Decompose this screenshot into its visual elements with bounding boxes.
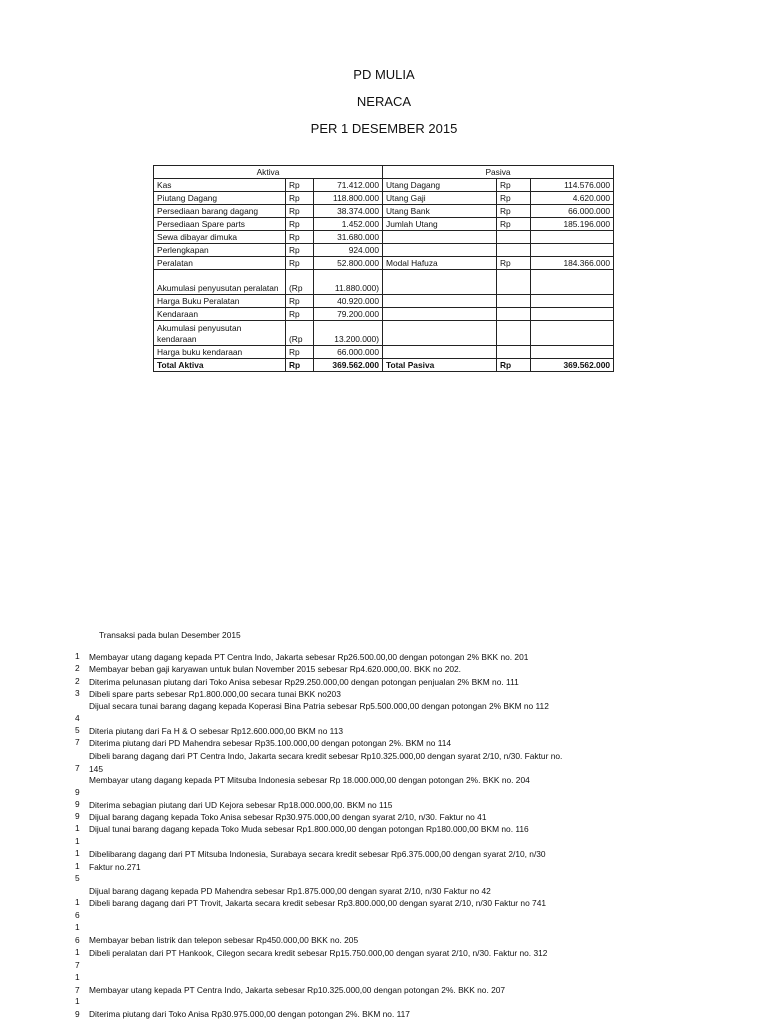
pasiva-account: Utang Bank (383, 205, 497, 218)
pasiva-amount (531, 270, 614, 295)
day-digit: 1 (75, 835, 80, 846)
transaction-day-number (75, 972, 85, 997)
transaction-description: Dijual barang dagang kepada PD Mahendra sebesar Rp1.875.000,00 dengan syarat 2/10, n/30 Faktur no 42 (89, 886, 491, 896)
aktiva-currency: Rp (286, 295, 314, 308)
day-digit: 2 (75, 663, 80, 673)
pasiva-amount (531, 346, 614, 359)
transaction-description: Membayar utang kepada PT Centra Indo, Jakarta sebesar Rp10.325.000,00 dengan potongan 2%. BKK no. 207 (89, 985, 506, 995)
pasiva-account (383, 244, 497, 257)
pasiva-amount (531, 244, 614, 257)
balance-row (154, 179, 614, 192)
aktiva-account: Harga buku kendaraan (154, 346, 286, 359)
aktiva-account: Persediaan Spare parts (154, 218, 286, 231)
balance-row (154, 308, 614, 321)
aktiva-currency: Rp (286, 231, 314, 244)
aktiva-account: Total Aktiva (154, 359, 286, 372)
pasiva-currency (497, 231, 531, 244)
pasiva-amount (531, 308, 614, 321)
day-digit: 4 (75, 712, 80, 723)
transaction-description: Dijual barang dagang kepada Toko Anisa sebesar Rp30.975.000,00 dengan syarat 2/10, n/30. Faktur no 41 (89, 812, 487, 822)
balance-row (154, 270, 614, 295)
company-name: PD MULIA (353, 67, 415, 82)
aktiva-header: Aktiva (154, 166, 383, 179)
aktiva-amount: 924.000 (314, 244, 383, 257)
pasiva-account: Utang Gaji (383, 192, 497, 205)
aktiva-amount: 79.200.000 (314, 308, 383, 321)
transaction-description: Dibeli peralatan dari PT Hankook, Cilegon secara kredit sebesar Rp15.750.000,00 dengan syarat 2/10, n/30. Faktur no. 312 (89, 948, 548, 958)
aktiva-account: Kas (154, 179, 286, 192)
balance-row (154, 346, 614, 359)
day-digit (75, 700, 85, 713)
pasiva-amount (531, 321, 614, 346)
balance-row (154, 231, 614, 244)
pasiva-amount: 185.196.000 (531, 218, 614, 231)
transaction-description: Dijual tunai barang dagang kepada Toko Muda sebesar Rp1.800.000,00 dengan potongan Rp180.000,00 BKM no. 116 (89, 824, 529, 834)
pasiva-currency (497, 295, 531, 308)
balance-sheet-table (153, 165, 614, 372)
aktiva-account: Akumulasi penyusutan peralatan (154, 270, 286, 295)
pasiva-currency: Rp (497, 205, 531, 218)
pasiva-currency: Rp (497, 257, 531, 270)
transaction-description: Membayar utang dagang kepada PT Centra Indo, Jakarta sebesar Rp26.500.00,00 dengan potongan 2% BKK no. 201 (89, 652, 529, 662)
pasiva-amount: 4.620.000 (531, 192, 614, 205)
day-digit: 9 (75, 799, 80, 809)
pasiva-account: Jumlah Utang (383, 218, 497, 231)
day-digit: 6 (75, 934, 80, 945)
transaction-description: Dijual secara tunai barang dagang kepada Koperasi Bina Patria sebesar Rp5.500.000,00 dengan potongan 2% BKM no 112 (89, 701, 549, 711)
day-digit: 9 (75, 786, 80, 797)
aktiva-account: Peralatan (154, 257, 286, 270)
balance-header-row (154, 166, 614, 179)
aktiva-account: Akumulasi penyusutan kendaraan (154, 321, 286, 346)
aktiva-currency: (Rp (286, 270, 314, 295)
transaction-day-number (75, 725, 85, 738)
transaction-description: Dibeli barang dagang dari PT Centra Indo, Jakarta secara kredit sebesar Rp10.325.000,00 dengan syarat 2/10, n/30. Faktur no. 145 (89, 751, 563, 774)
day-digit: 1 (75, 947, 80, 957)
aktiva-currency: Rp (286, 346, 314, 359)
aktiva-account: Harga Buku Peralatan (154, 295, 286, 308)
day-digit: 1 (75, 972, 80, 982)
day-digit: 1 (75, 651, 80, 661)
transaction-description: Dibeli barang dagang dari PT Trovit, Jakarta secara kredit sebesar Rp3.800.000,00 dengan syarat 2/10, n/30 Faktur no 741 (89, 898, 547, 908)
day-digit: 7 (75, 737, 80, 747)
pasiva-account: Total Pasiva (383, 359, 497, 372)
transaction-day-number (75, 663, 85, 676)
aktiva-account: Kendaraan (154, 308, 286, 321)
pasiva-amount (531, 231, 614, 244)
day-digit: 9 (75, 1008, 80, 1019)
aktiva-currency: Rp (286, 359, 314, 372)
aktiva-account: Perlengkapan (154, 244, 286, 257)
aktiva-amount: 31.680.000 (314, 231, 383, 244)
pasiva-currency: Rp (497, 359, 531, 372)
balance-total-row (154, 359, 614, 372)
transaction-day-number (75, 750, 85, 775)
aktiva-amount: 369.562.000 (314, 359, 383, 372)
transaction-description: Diteria piutang dari Fa H & O sebesar Rp12.600.000,00 BKM no 113 (89, 726, 344, 736)
transaction-day-number (75, 700, 85, 725)
report-title: NERACA (356, 94, 412, 109)
balance-row (154, 321, 614, 346)
balance-row (154, 295, 614, 308)
transaction-description: Membayar utang dagang kepada PT Mitsuba Indonesia sebesar Rp 18.000.000,00 dengan potongan 2%. BKK no. 204 (89, 775, 530, 785)
transaction-description: Membayar beban listrik dan telepon sebesar Rp450.000,00 BKK no. 205 (89, 935, 359, 945)
aktiva-currency: Rp (286, 308, 314, 321)
pasiva-currency (497, 308, 531, 321)
pasiva-account (383, 231, 497, 244)
pasiva-account (383, 308, 497, 321)
day-digit: 7 (75, 984, 80, 995)
pasiva-amount: 184.366.000 (531, 257, 614, 270)
pasiva-header: Pasiva (383, 166, 614, 179)
transaction-day-number (75, 848, 85, 886)
pasiva-amount: 66.000.000 (531, 205, 614, 218)
pasiva-account (383, 321, 497, 346)
pasiva-account (383, 270, 497, 295)
transaction-day-number (75, 947, 85, 972)
pasiva-amount: 114.576.000 (531, 179, 614, 192)
aktiva-currency: Rp (286, 218, 314, 231)
aktiva-amount: 11.880.000) (314, 270, 383, 295)
aktiva-amount: 66.000.000 (314, 346, 383, 359)
transaction-day-number (75, 799, 85, 812)
day-digit: 3 (75, 688, 80, 698)
day-digit: 1 (75, 860, 80, 871)
transaction-day-number (75, 737, 85, 750)
transaction-description: Diterima pelunasan piutang dari Toko Anisa sebesar Rp29.250.000,00 dengan potongan penjualan 2% BKM no. 111 (89, 677, 519, 687)
day-digit: 1 (75, 996, 80, 1006)
transaction-day-number (75, 897, 85, 922)
transaction-description: Dibeli spare parts sebesar Rp1.800.000,00 secara tunai BKK no203 (89, 689, 341, 699)
balance-row (154, 257, 614, 270)
pasiva-amount (531, 295, 614, 308)
balance-row (154, 205, 614, 218)
day-digit: 5 (75, 725, 80, 735)
transaction-description: Diterima piutang dari PD Mahendra sebesar Rp35.100.000,00 dengan potongan 2%. BKM no 114 (89, 738, 452, 748)
transaction-description: Dibelibarang dagang dari PT Mitsuba Indonesia, Surabaya secara kredit sebesar Rp6.375.000,00 dengan syarat 2/10, n/30 Faktur no.271 (89, 849, 546, 872)
aktiva-amount: 13.200.000) (314, 321, 383, 346)
aktiva-currency: Rp (286, 257, 314, 270)
aktiva-account: Sewa dibayar dimuka (154, 231, 286, 244)
report-date: PER 1 DESEMBER 2015 (310, 121, 458, 136)
pasiva-currency: Rp (497, 179, 531, 192)
aktiva-account: Piutang Dagang (154, 192, 286, 205)
transaction-day-number (75, 651, 85, 664)
aktiva-currency: Rp (286, 192, 314, 205)
aktiva-amount: 52.800.000 (314, 257, 383, 270)
aktiva-amount: 71.412.000 (314, 179, 383, 192)
pasiva-currency (497, 270, 531, 295)
transaction-description: Diterima piutang dari Toko Anisa Rp30.975.000,00 dengan potongan 2%. BKM no. 117 (89, 1009, 410, 1019)
day-digit: 2 (75, 676, 80, 686)
transaction-day-number (75, 996, 85, 1021)
aktiva-amount: 1.452.000 (314, 218, 383, 231)
aktiva-currency: Rp (286, 179, 314, 192)
pasiva-currency: Rp (497, 218, 531, 231)
pasiva-account: Utang Dagang (383, 179, 497, 192)
aktiva-amount: 118.800.000 (314, 192, 383, 205)
balance-row (154, 192, 614, 205)
balance-row (154, 244, 614, 257)
day-digit: 1 (75, 897, 80, 907)
pasiva-account: Modal Hafuza (383, 257, 497, 270)
pasiva-amount: 369.562.000 (531, 359, 614, 372)
day-digit: 1 (75, 823, 80, 833)
transaction-day-number (75, 774, 85, 799)
pasiva-currency (497, 321, 531, 346)
transaction-description: Membayar beban gaji karyawan untuk bulan November 2015 sebesar Rp4.620.000,00. BKK no 202. (89, 664, 461, 674)
transaction-day-number (75, 823, 85, 848)
day-digit: 1 (75, 922, 80, 932)
aktiva-amount: 38.374.000 (314, 205, 383, 218)
pasiva-account (383, 295, 497, 308)
day-digit: 5 (75, 873, 80, 883)
aktiva-account: Persediaan barang dagang (154, 205, 286, 218)
day-digit: 1 (75, 848, 80, 858)
pasiva-currency (497, 244, 531, 257)
transaction-day-number (75, 922, 85, 947)
pasiva-currency: Rp (497, 192, 531, 205)
day-digit: 7 (75, 762, 80, 773)
transaction-day-number (75, 676, 85, 689)
transaction-day-number (75, 811, 85, 824)
day-digit: 7 (75, 959, 80, 970)
transaction-description: Diterima sebagian piutang dari UD Kejora sebesar Rp18.000.000,00. BKM no 115 (89, 800, 393, 810)
day-digit: 9 (75, 811, 80, 821)
pasiva-currency (497, 346, 531, 359)
transactions-heading: Transaksi pada bulan Desember 2015 (99, 630, 241, 640)
day-digit: 6 (75, 909, 80, 920)
pasiva-account (383, 346, 497, 359)
aktiva-currency: Rp (286, 205, 314, 218)
day-digit (75, 774, 85, 787)
transaction-day-number (75, 688, 85, 701)
aktiva-currency: Rp (286, 244, 314, 257)
balance-row (154, 218, 614, 231)
day-digit (75, 750, 85, 763)
aktiva-amount: 40.920.000 (314, 295, 383, 308)
aktiva-currency: (Rp (286, 321, 314, 346)
